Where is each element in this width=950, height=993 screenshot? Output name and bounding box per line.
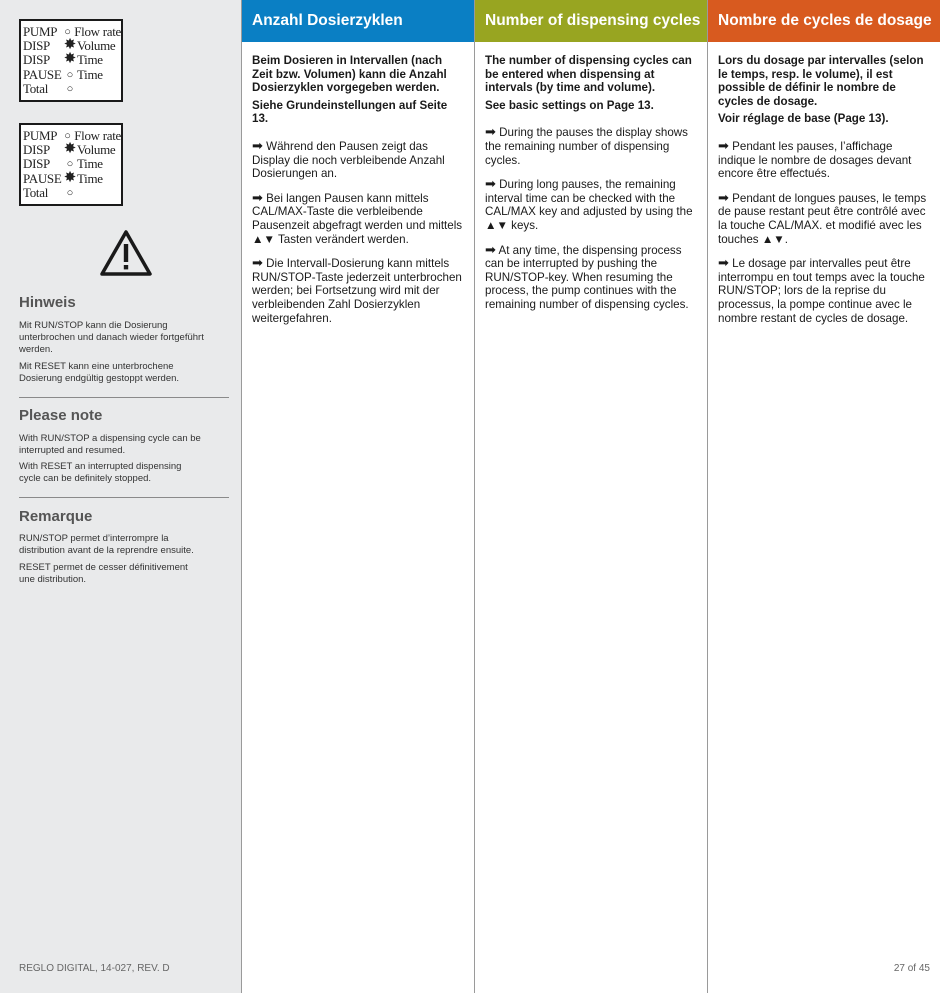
list-item: ➡ During the pauses the display shows the remaining number of dispensing cycles. — [485, 124, 688, 167]
arrow-right-icon: ➡ — [252, 189, 263, 205]
indicator-off-icon: ○ — [66, 158, 74, 171]
note-text: RESET permet de cesser définitivement une distribution. — [19, 562, 188, 585]
column-title: Anzahl Dosierzyklen — [242, 0, 474, 42]
arrow-right-icon: ➡ — [718, 189, 729, 205]
note-text: Mit RESET kann eine unterbrochene Dosierung endgültig gestoppt werden. — [19, 361, 180, 384]
lead-text: Beim Dosieren in Intervallen (nach Zeit bzw. Volumen) kann die Anzahl Dosierzyklen vorgegeben werden. — [252, 54, 447, 95]
indicator-on-icon: ✸ — [63, 37, 77, 54]
column-body — [242, 42, 474, 325]
list-item: ➡ Während den Pausen zeigt das Display die noch verbleibende Anzahl Dosierungen an. — [252, 137, 445, 181]
lcd-row: PUMP ○ Flow rate — [23, 128, 121, 143]
column-french — [708, 0, 940, 335]
arrow-right-icon: ➡ — [485, 176, 496, 192]
lcd-row: PUMP ○ Flow rate — [23, 24, 121, 39]
lead-reference: Siehe Grundeinstellungen auf Seite 13. — [252, 98, 448, 126]
lcd-display-1 — [19, 19, 123, 102]
footer-page-number: 27 of 45 — [893, 963, 930, 974]
note-heading-en: Please note — [19, 407, 103, 424]
indicator-off-icon: ○ — [66, 186, 74, 199]
note-text: With RUN/STOP a dispensing cycle can be interrupted and resumed. — [19, 433, 201, 456]
column-english — [475, 0, 707, 322]
lcd-row: PAUSE ○ Time — [23, 66, 103, 82]
lead-reference: Voir réglage de base (Page 13). — [718, 112, 889, 126]
list-item: ➡ During long pauses, the remaining interval time can be checked with the CAL/MAX key and adjusted by using the ▲▼ keys. — [485, 176, 693, 232]
indicator-on-icon: ✸ — [63, 169, 77, 186]
arrow-right-icon: ➡ — [718, 137, 729, 153]
footer-document-id: REGLO DIGITAL, 14-027, REV. D — [19, 963, 170, 974]
indicator-on-icon: ✸ — [63, 51, 77, 68]
column-body — [708, 42, 940, 325]
lcd-row: Total ○ — [23, 186, 121, 200]
arrow-right-icon: ➡ — [718, 255, 729, 271]
column-title: Number of dispensing cycles — [475, 0, 707, 42]
lead-text: The number of dispensing cycles can be entered when dispensing at intervals (by time and volume). — [485, 54, 692, 95]
lcd-display-2 — [19, 123, 123, 206]
lead-text: Lors du dosage par intervalles (selon le temps, resp. le volume), il est possible de définir le nombre de cycles de dosage. — [718, 54, 924, 108]
arrow-right-icon: ➡ — [252, 137, 263, 153]
column-german — [242, 0, 474, 335]
list-item: ➡ Bei langen Pausen kann mittels CAL/MAX-Taste die verbleibende Pausenzeit abgefragt werden und mittels ▲▼ Tasten verändert werden. — [252, 189, 463, 246]
lcd-row: DISP ✸ Time — [23, 51, 103, 68]
lcd-row: Total ○ — [23, 82, 121, 96]
indicator-off-icon: ○ — [64, 130, 71, 142]
list-item: ➡ Die Intervall-Dosierung kann mittels RUN/STOP-Taste jederzeit unterbrochen werden; bei Fortsetzung wird mit der verbleibenden Zahl Dosierzyklen weitergefahren. — [252, 255, 462, 325]
arrow-right-icon: ➡ — [485, 124, 496, 140]
lcd-row: PAUSE ✸ Time — [23, 169, 103, 186]
note-text: RUN/STOP permet d’interrompre la distribution avant de la reprendre ensuite. — [19, 533, 194, 556]
note-heading-de: Hinweis — [19, 294, 76, 311]
list-item: ➡ Pendant les pauses, l’affichage indique le nombre de dosages devant encore être effectués. — [718, 137, 912, 181]
arrow-right-icon: ➡ — [252, 255, 263, 271]
note-text: With RESET an interrupted dispensing cycle can be definitely stopped. — [19, 461, 182, 484]
arrow-right-icon: ➡ — [485, 241, 496, 257]
column-body — [475, 42, 707, 312]
divider — [19, 397, 229, 398]
indicator-off-icon: ○ — [66, 82, 74, 95]
list-item: ➡ At any time, the dispensing process can be interrupted by pushing the RUN/STOP-key. When resuming the process, the pump continues with the remaining number of dispensing cycles. — [485, 241, 689, 311]
note-text: Mit RUN/STOP kann die Dosierung unterbrochen und danach wieder fortgeführt werden. — [19, 320, 204, 355]
list-item: ➡ Le dosage par intervalles peut être interrompu en tout temps avec la touche RUN/STOP; lors de la reprise du processus, la pompe continue avec le nombre restant de cycles de dosage. — [718, 255, 925, 325]
note-heading-fr: Remarque — [19, 508, 93, 525]
lcd-row: DISP ○ Time — [23, 156, 103, 172]
warning-icon — [99, 229, 153, 277]
indicator-on-icon: ✸ — [63, 141, 77, 158]
indicator-off-icon: ○ — [64, 26, 71, 38]
indicator-off-icon: ○ — [66, 68, 74, 81]
lcd-row: DISP ✸ Volume — [23, 37, 116, 54]
column-title: Nombre de cycles de dosage — [708, 0, 940, 42]
list-item: ➡ Pendant de longues pauses, le temps de pause restant peut être contrôlé avec la touche CAL/MAX. et modifié avec les touches ▲▼. — [718, 189, 927, 246]
lead-reference: See basic settings on Page 13. — [485, 98, 654, 112]
lcd-row: DISP ✸ Volume — [23, 141, 116, 158]
divider — [19, 497, 229, 498]
